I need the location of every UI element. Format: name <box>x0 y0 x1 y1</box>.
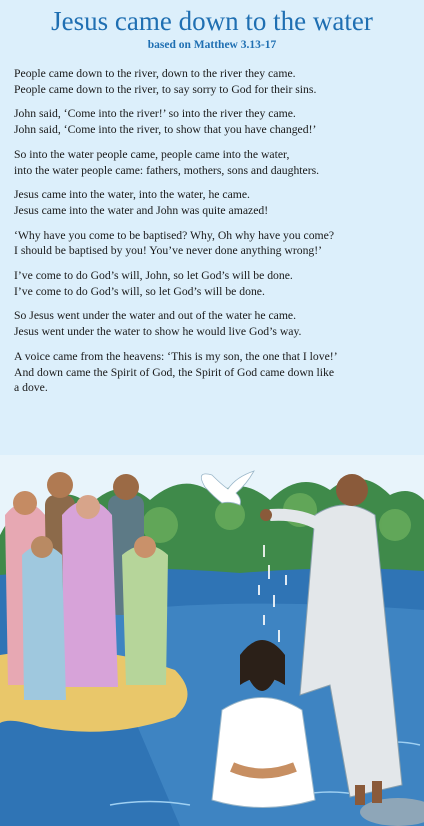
verse-2 <box>14 106 414 137</box>
page-subtitle: based on Matthew 3.13-17 <box>147 39 277 51</box>
page-title: Jesus came down to the water <box>51 6 373 36</box>
verse-line: a dove. <box>14 381 48 395</box>
verse-6 <box>14 268 414 299</box>
verse-line: John said, ‘Come into the river!’ so into the river they came. <box>14 107 296 121</box>
verse-line: Jesus came into the water, into the water, he came. <box>14 188 250 202</box>
verse-4 <box>14 187 414 218</box>
verse-3 <box>14 147 414 178</box>
verse-line: So Jesus went under the water and out of the water he came. <box>14 309 297 323</box>
verses-list <box>14 66 414 405</box>
verse-line: ‘Why have you come to be baptised? Why, Oh why have you come? <box>14 228 335 242</box>
verse-line: I’ve come to do God’s will, so let God’s will be done. <box>14 284 265 298</box>
verse-8 <box>14 349 414 396</box>
verse-line: And down came the Spirit of God, the Spirit of God came down like <box>14 365 335 379</box>
verse-line: A voice came from the heavens: ‘This is my son, the one that I love!’ <box>14 349 338 363</box>
verse-line: Jesus went under the water to show he would live God’s way. <box>14 325 302 339</box>
verse-line: I’ve come to do God’s will, John, so let God’s will be done. <box>14 269 293 283</box>
verse-line: into the water people came: fathers, mothers, sons and daughters. <box>14 163 320 177</box>
verse-line: Jesus came into the water and John was quite amazed! <box>14 203 269 217</box>
crowd-people <box>5 472 168 700</box>
verse-5 <box>14 228 414 259</box>
verse-1 <box>14 66 414 97</box>
verse-line: I should be baptised by you! You’ve never done anything wrong!’ <box>14 244 323 258</box>
verse-line: So into the water people came, people came into the water, <box>14 147 290 161</box>
verse-7 <box>14 308 414 339</box>
verse-line: People came down to the river, to say sorry to God for their sins. <box>14 82 317 96</box>
baptism-illustration <box>0 455 424 826</box>
verse-line: John said, ‘Come into the river, to show that you have changed!’ <box>14 123 317 137</box>
verse-line: People came down to the river, down to the river they came. <box>14 67 296 80</box>
